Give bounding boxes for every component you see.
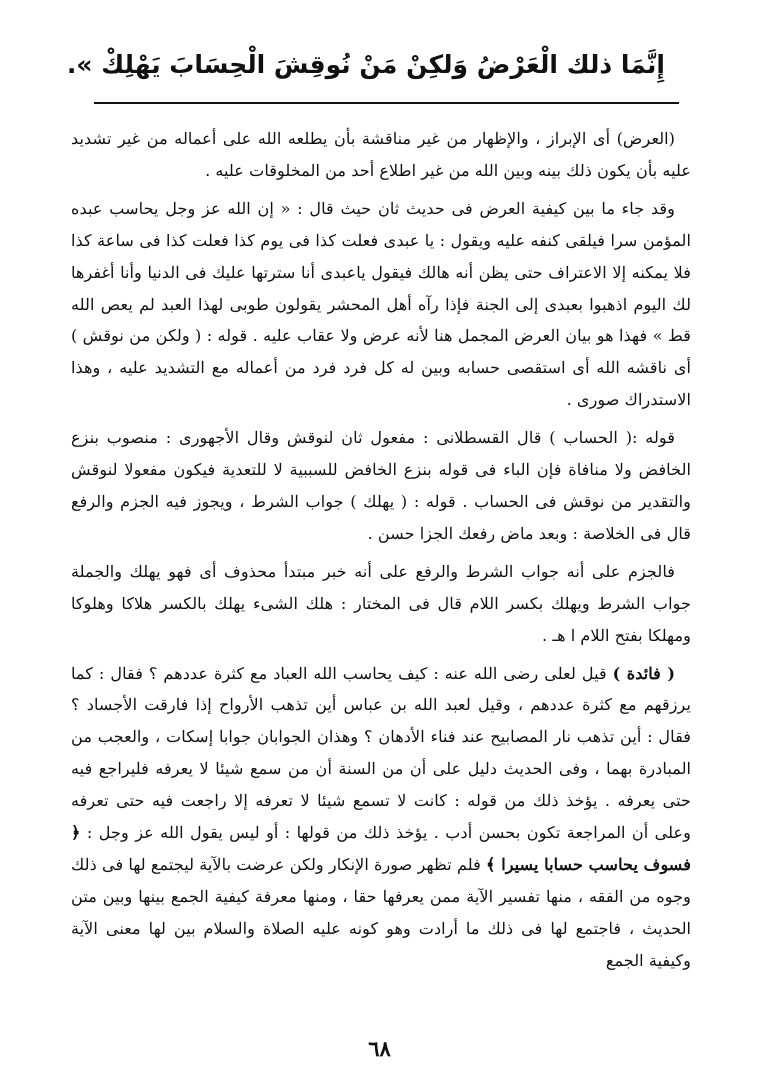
paragraph-grammar-jazm: فالجزم على أنه جواب الشرط والرفع على أنه خبر مبتدأ محذوف أى فهو يهلك والجملة جواب الشرط ويهلك بكسر اللام قال فى المختار : هلك الشىء يهلك بالكسر هلاكا وهلوكا ومهلكا بفتح اللام ا هـ .	[71, 561, 691, 645]
commentary-body	[71, 123, 691, 977]
header-divider	[94, 102, 679, 104]
quran-verse: ﴿ فسوف يحاسب حسابا يسيرا ﴾	[71, 823, 691, 874]
benefit-text-tail: فلم تظهر صورة الإنكار ولكن عرضت بالآية ليجتمع لها فى ذلك وجوه من الفقه ، منها تفسير الآية ممن يعرفها حقا ، ومنها معرفة كيفية الجمع بينها وبين متن الحديث ، فاجتمع لها فى ذلك ما أرادت وهو كونه عليه الصلاة والسلام بين لها معنى الآية وكيفية الجمع	[71, 854, 691, 970]
paragraph-grammar-hisab: قوله :( الحساب ) قال القسطلانى : مفعول ثان لنوقش وقال الأجهورى : منصوب بنزع الخافض ولا منافاة فإن الباء فى قوله بنزع الخافض للسببية لا للتعدية فيكون مفعولا لنوقش والتقدير من نوقش فى الحساب . قوله : ( يهلك ) جواب الشرط ، ويجوز فيه الجزم والرفع قال فى الخلاصة : وبعد ماض رفعك الجزا حسن .	[71, 428, 691, 543]
hadith-heading: إِنَّمَا ذلك الْعَرْضُ وَلكِنْ مَنْ نُوقِشَ الْحِسَابَ يَهْلِكْ ».	[66, 50, 665, 79]
benefit-text: قيل لعلى رضى الله عنه : كيف يحاسب الله العباد مع كثرة عددهم ؟ فقال : كما يرزقهم مع كثرة عددهم ، وقيل لعبد الله بن عباس أين تذهب الأرواح إذا فارقت الأجساد ؟ فقال : أين تذهب نار المصابيح عند فناء الأدهان ؟ وهذان الجوابان جوابا إسكات ، والعجب من المبادرة بهما ، وفى الحديث دليل على أن من السنة أن من سمع شيئا لا يعرفه فليراجع فيه حتى يعرفه . يؤخذ ذلك من قوله : كانت لا تسمع شيئا لا تعرفه إلا راجعت فيه حتى تعرفه وعلى أن المراجعة تكون بحسن أدب . يؤخذ ذلك من قولها : أو ليس يقول الله عز وجل :	[71, 663, 691, 843]
paragraph-definition: (العرض) أى الإبراز ، والإظهار من غير مناقشة بأن يطلعه الله على أعماله من غير تشديد عليه بأن يكون ذلك بينه وبين الله من غير اطلاع أحد من المخلوقات عليه .	[71, 129, 691, 180]
paragraph-benefit	[71, 658, 691, 977]
benefit-label: ( فائدة )	[612, 663, 675, 683]
page-number: ٦٨	[368, 1036, 391, 1061]
paragraph-hadith-explanation: وقد جاء ما بين كيفية العرض فى حديث ثان حيث قال : « إن الله عز وجل يحاسب عبده المؤمن سرا فيلقى كنفه عليه ويقول : يا عبدى فعلت كذا فى يوم كذا فعلت كذا فى ساعة كذا فلا يمكنه إلا الاعتراف حتى يظن أنه هالك فيقول ياعبدى أنا سترتها عليك فى الدنيا وأنا أغفرها لك اليوم اذهبوا بعبدى إلى الجنة فإذا رآه أهل المحشر يقولون طوبى لهذا العبد لم يعص الله قط » فهذا هو بيان العرض المجمل هنا لأنه عرض ولا عقاب عليه . قوله : ( ولكن من نوقش ) أى ناقشه الله أى استقصى حسابه وبين له كل فرد فرد من أعماله مع التشديد عليه ، وهذا الاستدراك صورى .	[71, 198, 691, 410]
